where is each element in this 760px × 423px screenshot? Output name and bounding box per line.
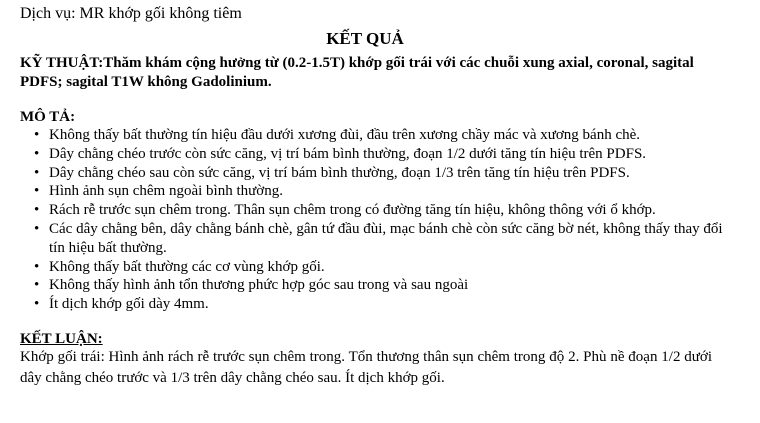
description-item: • Hình ảnh sụn chêm ngoài bình thường. xyxy=(0,182,730,201)
description-item: • Rách rễ trước sụn chêm trong. Thân sụn chêm trong có đường tăng tín hiệu, không thông với ổ khớp. xyxy=(0,201,730,220)
conclusion-heading: KẾT LUẬN: xyxy=(20,331,103,347)
description-item: • Không thấy hình ảnh tổn thương phức hợp góc sau trong và sau ngoài xyxy=(0,276,730,295)
description-heading: MÔ TẢ: xyxy=(20,109,76,125)
description-list xyxy=(0,126,730,314)
description-item: • Dây chằng chéo sau còn sức căng, vị trí bám bình thường, đoạn 1/3 trên tăng tín hiệu trên PDFS. xyxy=(0,164,730,183)
description-item: • Các dây chằng bên, dây chằng bánh chè, gân tứ đầu đùi, mạc bánh chè còn sức căng bờ nét, không thấy thay đổi tín hiệu bất thường. xyxy=(0,220,730,258)
description-item: • Không thấy bất thường các cơ vùng khớp gối. xyxy=(0,258,730,277)
description-item: • Không thấy bất thường tín hiệu đầu dưới xương đùi, đầu trên xương chầy mác và xương bánh chè. xyxy=(0,126,730,145)
conclusion-text: Khớp gối trái: Hình ảnh rách rễ trước sụn chêm trong. Tổn thương thân sụn chêm trong độ 2. Phù nề đoạn 1/2 dưới dây chằng chéo trước và 1/3 trên dây chằng chéo sau. Ít dịch khớp gối. xyxy=(20,349,712,386)
result-title: KẾT QUẢ xyxy=(326,29,404,48)
description-item: • Dây chằng chéo trước còn sức căng, vị trí bám bình thường, đoạn 1/2 dưới tăng tín hiệu trên PDFS. xyxy=(0,145,730,164)
service-line: Dịch vụ: MR khớp gối không tiêm xyxy=(20,5,242,22)
technique-paragraph: KỸ THUẬT:Thăm khám cộng hưởng từ (0.2-1.5T) khớp gối trái với các chuỗi xung axial, coronal, sagital PDFS; sagital T1W không Gadolinium. xyxy=(20,55,694,90)
description-item: • Ít dịch khớp gối dày 4mm. xyxy=(0,295,730,314)
